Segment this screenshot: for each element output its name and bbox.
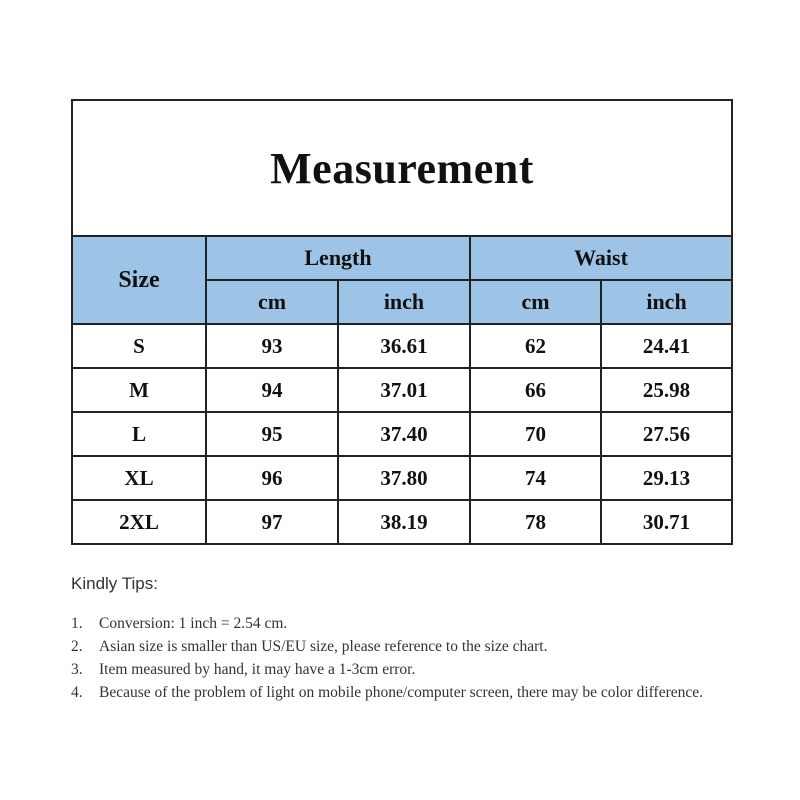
waist-cm-cell: 74 bbox=[470, 456, 601, 500]
length-cm-cell: 96 bbox=[206, 456, 338, 500]
tip-number: 1. bbox=[71, 615, 83, 632]
length-inch-cell: 37.80 bbox=[338, 456, 470, 500]
waist-cm-cell: 78 bbox=[470, 500, 601, 544]
tip-text: Because of the problem of light on mobile phone/computer screen, there may be color difference. bbox=[99, 684, 703, 701]
waist-inch-header: inch bbox=[601, 280, 732, 324]
length-cm-cell: 97 bbox=[206, 500, 338, 544]
waist-inch-cell: 30.71 bbox=[601, 500, 732, 544]
size-cell: S bbox=[72, 324, 206, 368]
list-item bbox=[71, 635, 751, 658]
length-cm-cell: 94 bbox=[206, 368, 338, 412]
length-inch-cell: 37.01 bbox=[338, 368, 470, 412]
length-cm-cell: 93 bbox=[206, 324, 338, 368]
waist-cm-cell: 66 bbox=[470, 368, 601, 412]
waist-cm-header: cm bbox=[470, 280, 601, 324]
length-group-header: Length bbox=[206, 236, 470, 280]
table-row bbox=[72, 368, 732, 412]
size-cell: M bbox=[72, 368, 206, 412]
length-inch-cell: 38.19 bbox=[338, 500, 470, 544]
table-row bbox=[72, 324, 732, 368]
tip-number: 3. bbox=[71, 661, 83, 678]
waist-cm-cell: 70 bbox=[470, 412, 601, 456]
waist-group-header: Waist bbox=[470, 236, 732, 280]
length-cm-cell: 95 bbox=[206, 412, 338, 456]
waist-inch-cell: 27.56 bbox=[601, 412, 732, 456]
table-row bbox=[72, 412, 732, 456]
length-inch-cell: 36.61 bbox=[338, 324, 470, 368]
size-cell: XL bbox=[72, 456, 206, 500]
size-cell: L bbox=[72, 412, 206, 456]
size-chart-table bbox=[71, 99, 733, 545]
kindly-tips bbox=[71, 574, 751, 704]
waist-inch-cell: 29.13 bbox=[601, 456, 732, 500]
table-title: Measurement bbox=[72, 100, 732, 236]
length-inch-header: inch bbox=[338, 280, 470, 324]
list-item bbox=[71, 612, 751, 635]
size-cell: 2XL bbox=[72, 500, 206, 544]
waist-inch-cell: 25.98 bbox=[601, 368, 732, 412]
tip-text: Item measured by hand, it may have a 1-3cm error. bbox=[99, 661, 416, 678]
list-item bbox=[71, 658, 751, 681]
tips-heading: Kindly Tips: bbox=[71, 574, 158, 593]
tips-list bbox=[71, 612, 751, 704]
list-item bbox=[71, 681, 751, 704]
size-column-header: Size bbox=[72, 236, 206, 324]
tip-text: Conversion: 1 inch = 2.54 cm. bbox=[99, 615, 288, 632]
length-inch-cell: 37.40 bbox=[338, 412, 470, 456]
length-cm-header: cm bbox=[206, 280, 338, 324]
waist-inch-cell: 24.41 bbox=[601, 324, 732, 368]
tip-text: Asian size is smaller than US/EU size, please reference to the size chart. bbox=[99, 638, 548, 655]
tip-number: 2. bbox=[71, 638, 83, 655]
tip-number: 4. bbox=[71, 684, 83, 701]
waist-cm-cell: 62 bbox=[470, 324, 601, 368]
table-row bbox=[72, 456, 732, 500]
table-row bbox=[72, 500, 732, 544]
